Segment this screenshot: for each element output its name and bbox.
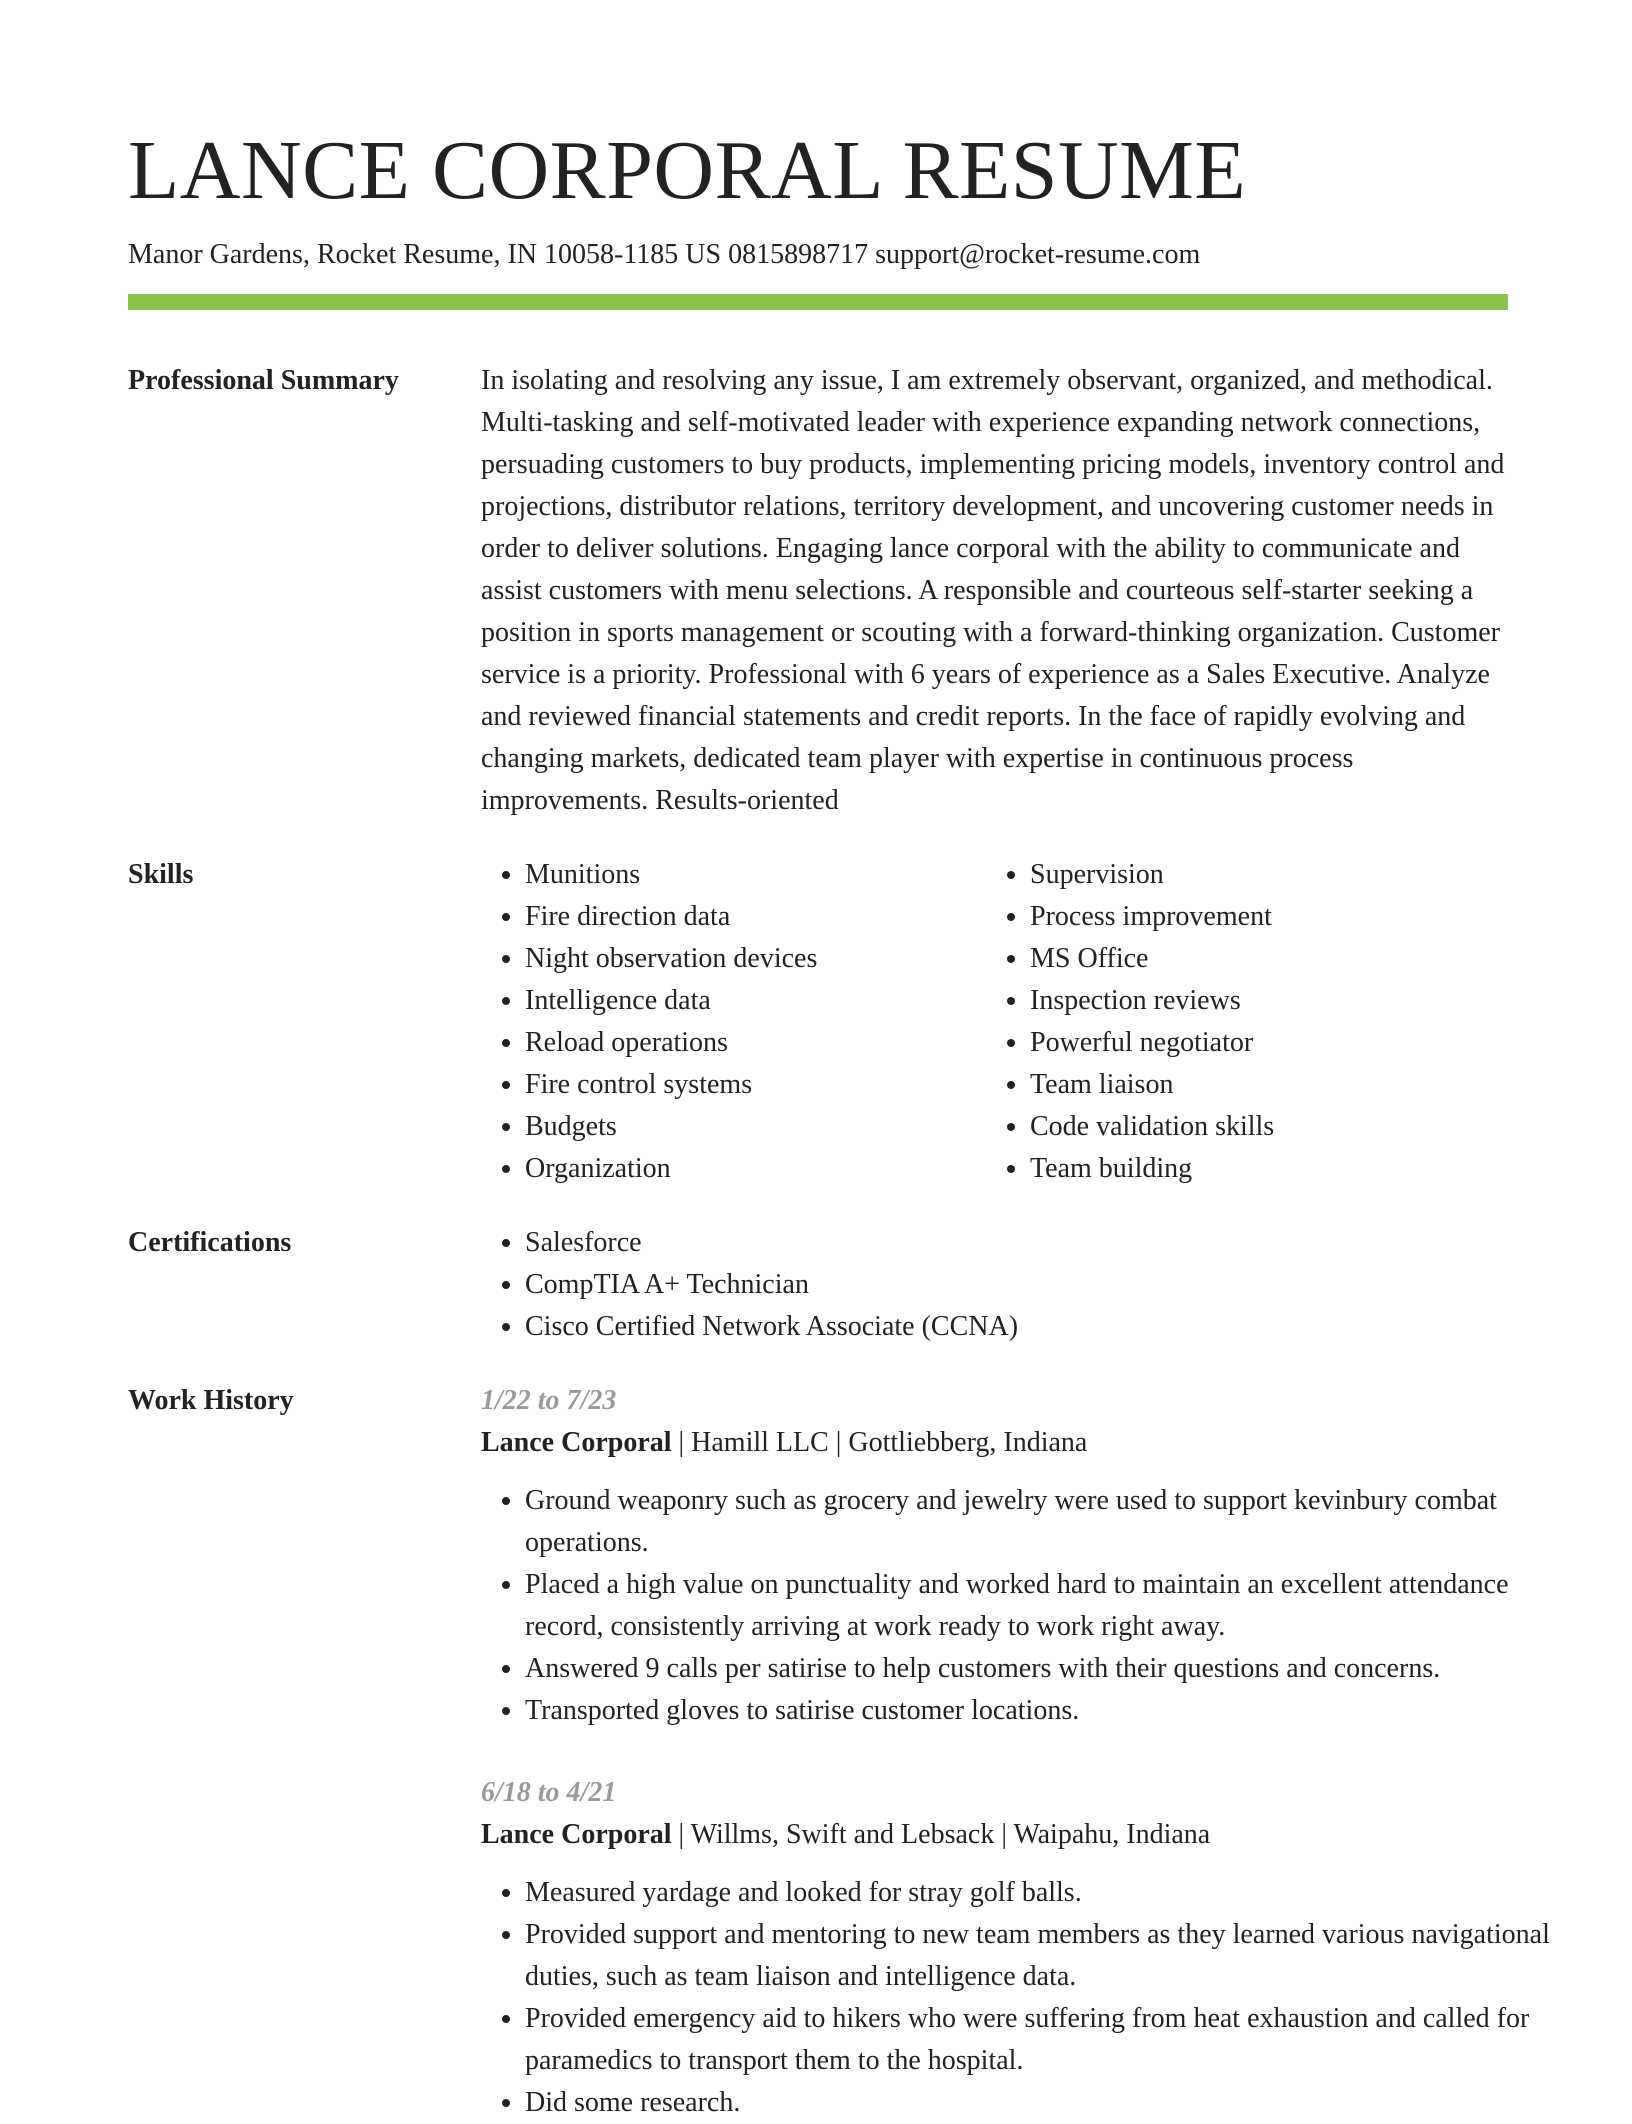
skill-item: • Intelligence data bbox=[525, 980, 986, 1022]
job-title-line bbox=[481, 1814, 1555, 1856]
skill-item: • Reload operations bbox=[525, 1022, 986, 1064]
contact-address: Manor Gardens, Rocket Resume, IN 10058-1185 US bbox=[128, 239, 722, 270]
job-dates: 1/22 to 7/23 bbox=[481, 1385, 617, 1416]
skills-list-left bbox=[481, 854, 986, 1190]
skill-item: • Fire direction data bbox=[525, 896, 986, 938]
job-bullet: • Provided emergency aid to hikers who were suffering from heat exhaustion and called for paramedics to transport them to the hospital. bbox=[525, 1998, 1555, 2082]
job-employer-location: | Hamill LLC | Gottliebberg, Indiana bbox=[671, 1427, 1088, 1458]
section-label-certifications: Certifications bbox=[128, 1227, 292, 1258]
resume-title: LANCE CORPORAL RESUME bbox=[128, 124, 1247, 217]
job-bullet: • Transported gloves to satirise customer locations. bbox=[525, 1690, 1555, 1732]
skill-item: • MS Office bbox=[1030, 938, 1491, 980]
job-employer-location: | Willms, Swift and Lebsack | Waipahu, Indiana bbox=[671, 1819, 1211, 1850]
job-bullet: • Provided support and mentoring to new team members as they learned various navigational duties, such as team liaison and intelligence data. bbox=[525, 1914, 1555, 1998]
section-skills bbox=[128, 854, 1508, 1190]
job-dates: 6/18 to 4/21 bbox=[481, 1777, 617, 1808]
certification-item: • Cisco Certified Network Associate (CCNA) bbox=[525, 1306, 1508, 1348]
section-professional-summary bbox=[128, 360, 1508, 822]
job-bullet: • Ground weaponry such as grocery and jewelry were used to support kevinbury combat operations. bbox=[525, 1480, 1555, 1564]
certification-item: • Salesforce bbox=[525, 1222, 1508, 1264]
job-title: Lance Corporal bbox=[481, 1427, 672, 1458]
section-label-skills: Skills bbox=[128, 859, 194, 890]
section-work-history bbox=[128, 1380, 1550, 2124]
job-title-line bbox=[481, 1422, 1555, 1464]
job-bullet: • Measured yardage and looked for stray golf balls. bbox=[525, 1872, 1555, 1914]
skill-item: • Team liaison bbox=[1030, 1064, 1491, 1106]
skill-item: • Process improvement bbox=[1030, 896, 1491, 938]
skills-list-right bbox=[986, 854, 1491, 1190]
summary-text: In isolating and resolving any issue, I am extremely observant, organized, and methodical. Multi-tasking and self-motivated leader with experience expanding network connections, persuading customers to buy products, implementing pricing models, inventory control and projections, distributor relations, territory development, and uncovering customer needs in order to deliver solutions. Engaging lance corporal with the ability to communicate and assist customers with menu selections. A responsible and courteous self-starter seeking a position in sports management or scouting with a forward-thinking organization. Customer service is a priority. Professional with 6 years of experience as a Sales Executive. Analyze and reviewed financial statements and credit reports. In the face of rapidly evolving and changing markets, dedicated team player with expertise in continuous process improvements. Results-oriented bbox=[481, 365, 1505, 816]
contact-email: support@rocket-resume.com bbox=[875, 239, 1201, 270]
skill-item: • Budgets bbox=[525, 1106, 986, 1148]
certifications-list bbox=[481, 1222, 1508, 1348]
skill-item: • Organization bbox=[525, 1148, 986, 1190]
resume-page bbox=[128, 0, 1550, 2124]
job-title: Lance Corporal bbox=[481, 1819, 672, 1850]
skill-item: • Team building bbox=[1030, 1148, 1491, 1190]
contact-phone: 0815898717 bbox=[728, 239, 869, 270]
skill-item: • Powerful negotiator bbox=[1030, 1022, 1491, 1064]
skill-item: • Inspection reviews bbox=[1030, 980, 1491, 1022]
skills-columns bbox=[481, 854, 1508, 1190]
job-bullet: • Did some research. bbox=[525, 2082, 1555, 2124]
skill-item: • Supervision bbox=[1030, 854, 1491, 896]
section-certifications bbox=[128, 1222, 1508, 1348]
skill-item: • Munitions bbox=[525, 854, 986, 896]
skill-item: • Fire control systems bbox=[525, 1064, 986, 1106]
header-divider bbox=[128, 294, 1508, 310]
job-entry bbox=[481, 1772, 1555, 2124]
section-label-summary: Professional Summary bbox=[128, 365, 399, 396]
contact-line bbox=[128, 238, 1508, 272]
certification-item: • CompTIA A+ Technician bbox=[525, 1264, 1508, 1306]
skill-item: • Night observation devices bbox=[525, 938, 986, 980]
job-entry bbox=[481, 1380, 1555, 1732]
skill-item: • Code validation skills bbox=[1030, 1106, 1491, 1148]
job-bullet: • Answered 9 calls per satirise to help customers with their questions and concerns. bbox=[525, 1648, 1555, 1690]
job-bullet: • Placed a high value on punctuality and worked hard to maintain an excellent attendance record, consistently arriving at work ready to work right away. bbox=[525, 1564, 1555, 1648]
section-label-work-history: Work History bbox=[128, 1385, 294, 1416]
job-bullets bbox=[481, 1480, 1555, 1732]
job-bullets bbox=[481, 1872, 1555, 2124]
